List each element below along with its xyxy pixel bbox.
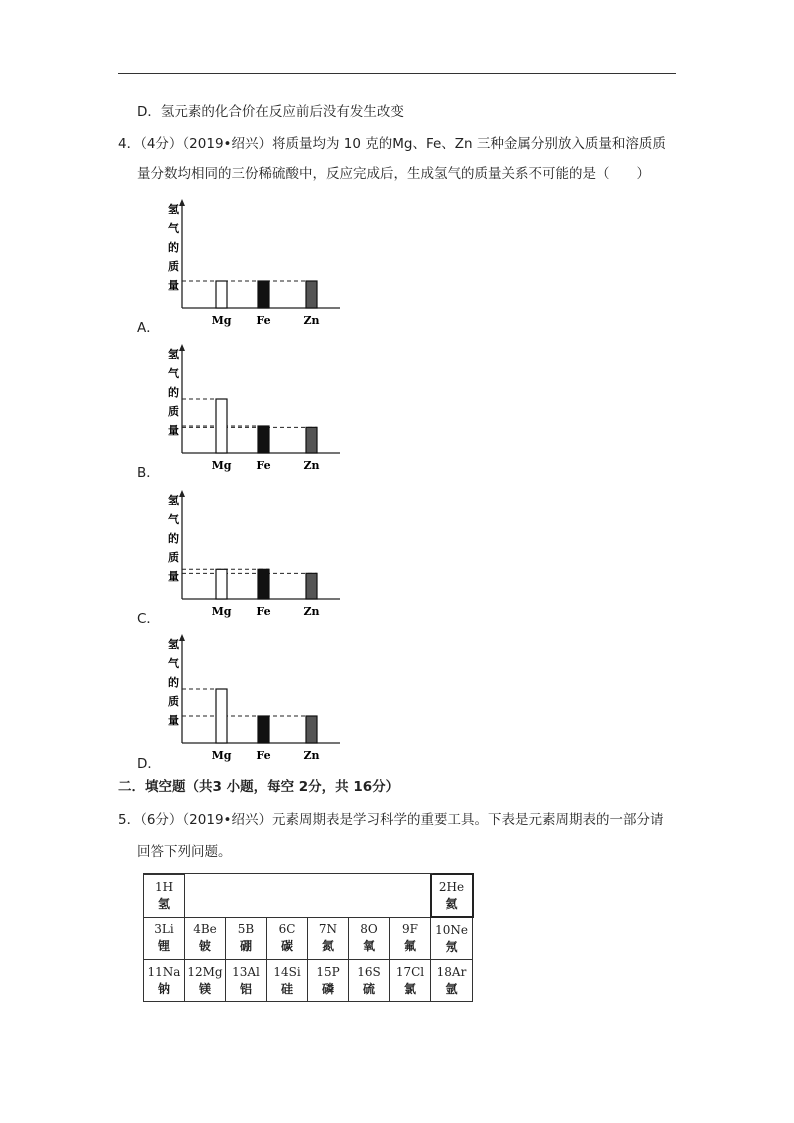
element-cell: [144, 917, 185, 960]
element-symbol: 18Ar: [436, 964, 467, 979]
element-symbol: 2He: [438, 879, 465, 894]
element-cell: [267, 960, 308, 1002]
y-axis-label-char: 气: [168, 513, 179, 526]
element-cell: [144, 874, 185, 917]
option-b-chart: [150, 342, 345, 474]
y-axis-label-char: 气: [168, 222, 179, 235]
y-axis-label-char: 量: [168, 714, 179, 727]
periodic-table-row: [144, 960, 473, 1002]
option-b-svg: [150, 342, 345, 474]
y-axis-label-char: 气: [168, 367, 179, 380]
periodic-table-gap: [185, 874, 431, 917]
question-4-line-1: 4．（4分）（2019•绍兴）将质量均为 10 克的Mg、Fe、Zn 三种金属分别放入质量和溶质质: [118, 136, 666, 152]
option-d-chart: [150, 632, 345, 764]
bar-mg: [216, 569, 227, 599]
bar-fe: [258, 569, 269, 599]
periodic-table: [143, 873, 474, 1002]
y-axis-label-char: 气: [168, 657, 179, 670]
element-cell: [349, 960, 390, 1002]
x-tick-label-zn: Zn: [303, 605, 320, 618]
y-axis-label: [168, 637, 180, 727]
element-cell: [390, 917, 431, 960]
element-symbol: 9F: [402, 922, 418, 937]
y-axis-label-char: 氢: [168, 638, 179, 651]
option-d-svg: [150, 632, 345, 764]
element-symbol: 3Li: [154, 922, 174, 937]
element-name: 氯: [403, 981, 416, 996]
option-c-letter: C．: [137, 611, 160, 627]
element-cell: [185, 960, 226, 1002]
element-name: 氩: [445, 981, 458, 996]
element-symbol: 16S: [357, 964, 381, 979]
option-d-letter: D．: [137, 756, 161, 772]
element-name: 磷: [321, 981, 334, 996]
x-tick-label-fe: Fe: [256, 749, 271, 762]
element-symbol: 5B: [237, 922, 255, 937]
x-tick-label-zn: Zn: [303, 314, 320, 327]
element-cell: [431, 917, 473, 960]
x-tick-label-mg: Mg: [211, 605, 232, 618]
bar-fe: [258, 426, 269, 453]
element-name: 氢: [157, 896, 170, 911]
x-tick-label-mg: Mg: [211, 459, 232, 472]
question-4-line-2: 量分数均相同的三份稀硫酸中，反应完成后，生成氢气的质量关系不可能的是（ ）: [137, 166, 650, 182]
bar-zn: [306, 427, 317, 453]
y-axis-label-char: 氢: [168, 348, 179, 361]
element-name: 氦: [445, 896, 458, 911]
y-axis-label-char: 氢: [168, 203, 179, 216]
element-name: 镁: [198, 981, 211, 996]
element-name: 氧: [362, 939, 375, 954]
element-symbol: 12Mg: [187, 964, 223, 979]
element-cell: [267, 917, 308, 960]
y-axis-label-char: 质: [168, 695, 179, 708]
option-c-chart: [150, 488, 345, 620]
bar-mg: [216, 689, 227, 743]
element-name: 氮: [321, 939, 334, 954]
option-a-svg: [150, 197, 345, 329]
bar-mg: [216, 399, 227, 453]
element-cell: [431, 874, 473, 917]
y-axis-label-char: 的: [168, 386, 179, 399]
x-tick-label-fe: Fe: [256, 314, 271, 327]
y-axis-arrow: [179, 344, 185, 351]
y-axis-label-char: 的: [168, 241, 179, 254]
y-axis-label-char: 质: [168, 260, 179, 273]
bar-zn: [306, 716, 317, 743]
element-symbol: 7N: [318, 922, 338, 937]
element-name: 钠: [157, 981, 170, 996]
element-name: 硅: [280, 981, 293, 996]
y-axis-label-char: 质: [168, 551, 179, 564]
y-axis-label-char: 量: [168, 279, 179, 292]
y-axis-label-char: 的: [168, 532, 179, 545]
y-axis-label: [168, 493, 180, 583]
element-cell: [308, 960, 349, 1002]
periodic-table-row: [144, 874, 473, 917]
x-tick-label-fe: Fe: [256, 605, 271, 618]
element-name: 锂: [157, 939, 170, 954]
x-tick-label-zn: Zn: [303, 749, 320, 762]
element-cell: [308, 917, 349, 960]
y-axis-label: [168, 347, 180, 437]
element-name: 铝: [239, 981, 252, 996]
element-symbol: 11Na: [147, 964, 181, 979]
element-name: 铍: [198, 939, 211, 954]
y-axis-arrow: [179, 490, 185, 497]
element-symbol: 10Ne: [435, 922, 468, 937]
y-axis-arrow: [179, 634, 185, 641]
bar-fe: [258, 716, 269, 743]
option-c-svg: [150, 488, 345, 620]
x-tick-label-mg: Mg: [211, 749, 232, 762]
element-symbol: 1H: [154, 879, 174, 894]
bar-fe: [258, 281, 269, 308]
element-cell: [185, 917, 226, 960]
periodic-table-row: [144, 917, 473, 960]
y-axis-label-char: 的: [168, 676, 179, 689]
bar-mg: [216, 281, 227, 308]
element-symbol: 15P: [316, 964, 340, 979]
element-cell: [390, 960, 431, 1002]
option-b-letter: B．: [137, 465, 160, 481]
element-symbol: 8O: [360, 922, 378, 937]
y-axis-label-char: 量: [168, 424, 179, 437]
x-tick-label-fe: Fe: [256, 459, 271, 472]
y-axis-arrow: [179, 199, 185, 206]
y-axis-label-char: 量: [168, 570, 179, 583]
question-5-line-2: 回答下列问题。: [137, 844, 232, 860]
element-symbol: 4Be: [193, 922, 217, 937]
element-cell: [226, 960, 267, 1002]
element-cell: [349, 917, 390, 960]
x-tick-label-mg: Mg: [211, 314, 232, 327]
option-d-previous-question: D．氢元素的化合价在反应前后没有发生改变: [137, 104, 404, 120]
element-name: 硫: [362, 981, 375, 996]
element-cell: [144, 960, 185, 1002]
element-name: 硼: [239, 939, 252, 954]
y-axis-label-char: 氢: [168, 494, 179, 507]
element-symbol: 14Si: [273, 964, 301, 979]
element-name: 氟: [403, 939, 416, 954]
element-name: 氖: [445, 939, 458, 954]
section-2-heading: 二．填空题（共3 小题，每空 2分，共 16分）: [118, 779, 400, 795]
element-symbol: 17Cl: [395, 964, 425, 979]
y-axis-label-char: 质: [168, 405, 179, 418]
element-symbol: 13Al: [232, 964, 260, 979]
element-cell: [226, 917, 267, 960]
y-axis-label: [168, 202, 180, 292]
element-symbol: 6C: [278, 922, 296, 937]
question-5-line-1: 5．（6分）（2019•绍兴）元素周期表是学习科学的重要工具。下表是元素周期表的一部分请: [118, 812, 664, 828]
header-rule: [118, 73, 676, 74]
periodic-table-top-border: [143, 873, 433, 874]
option-a-chart: [150, 197, 345, 329]
bar-zn: [306, 573, 317, 599]
element-name: 碳: [280, 939, 293, 954]
element-cell: [431, 960, 473, 1002]
x-tick-label-zn: Zn: [303, 459, 320, 472]
option-a-letter: A．: [137, 320, 160, 336]
bar-zn: [306, 281, 317, 308]
